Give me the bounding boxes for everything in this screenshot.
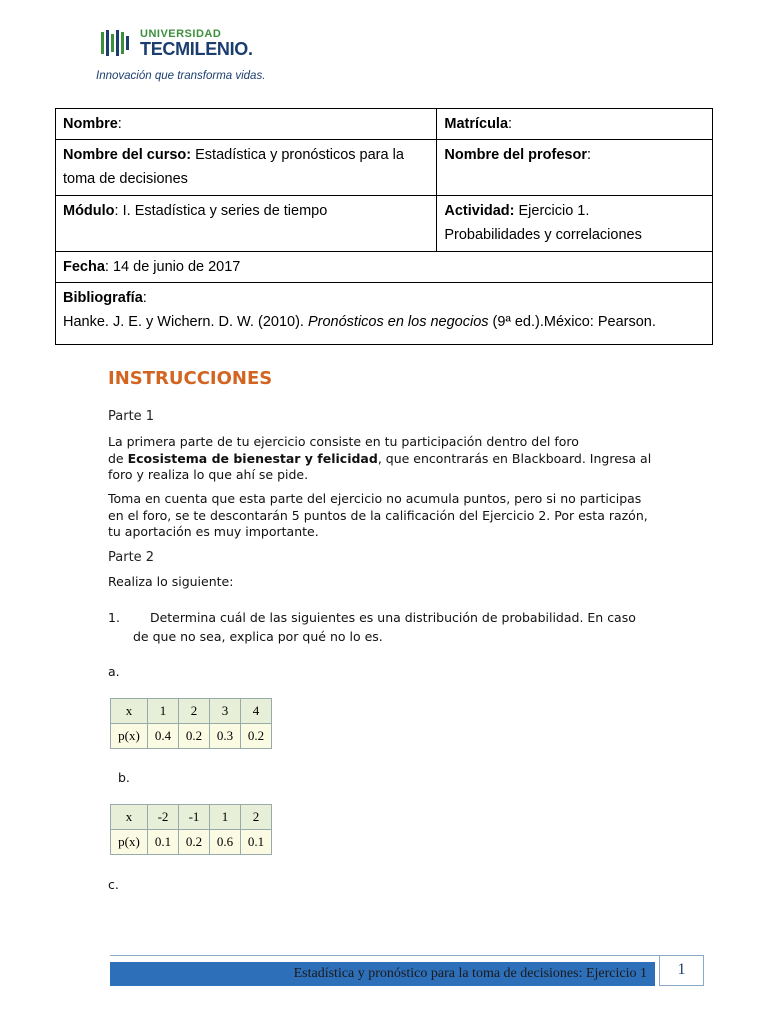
actividad-value-2: Probabilidades y correlaciones [444, 227, 642, 243]
profesor-label: Nombre del profesor [444, 147, 587, 163]
bib-rest: (9ª ed.).México: Pearson. [488, 314, 656, 330]
fecha-value: : 14 de junio de 2017 [104, 259, 241, 275]
label-a: a. [108, 664, 120, 679]
p1-line-a: La primera parte de tu ejercicio consiste en tu participación dentro del foro [108, 434, 579, 449]
actividad-cell [437, 196, 713, 252]
question-number: 1. [108, 610, 120, 625]
actividad-label: Actividad: [444, 203, 515, 219]
question-1-line-b: de que no sea, explica por qué no lo es. [133, 628, 383, 644]
logo-line1: UNIVERSIDAD [140, 28, 222, 40]
table-cell: -1 [179, 805, 210, 830]
question-1 [108, 610, 668, 645]
p1-line-c: foro y realiza lo que ahí se pide. [108, 467, 309, 482]
table-cell: 0.2 [241, 724, 272, 749]
table-a-value-row [111, 724, 272, 749]
question-1-line-a: Determina cuál de las siguientes es una distribución de probabilidad. En caso [149, 610, 636, 625]
table-b-header-row [111, 805, 272, 830]
table-cell: 3 [210, 699, 241, 724]
modulo-cell [56, 196, 437, 252]
p1-line-b [108, 451, 668, 468]
p1-b-post: , que encontrarás en Blackboard. Ingresa al [377, 450, 652, 466]
footer-rule [110, 955, 704, 956]
probability-table-a [110, 698, 272, 749]
bib-title: Pronósticos en los negocios [307, 314, 489, 330]
table-cell: 1 [148, 699, 179, 724]
p1-b-pre: de [108, 450, 128, 466]
logo-line2: TECMILENIO. [140, 39, 253, 59]
p2-line-c: tu aportación es muy importante. [108, 524, 319, 539]
table-cell: 2 [241, 805, 272, 830]
parte1-note [108, 491, 668, 541]
modulo-label: Módulo [63, 203, 115, 219]
matricula-cell: Matrícula: [437, 109, 713, 140]
parte1-heading: Parte 1 [108, 409, 155, 424]
curso-label: Nombre del curso: [63, 147, 192, 163]
table-a-header-row [111, 699, 272, 724]
probability-table-b [110, 804, 272, 855]
table-cell: 0.2 [179, 724, 210, 749]
table-cell: 1 [210, 805, 241, 830]
curso-value: Estadística y pronósticos para la toma de decisiones [63, 147, 404, 187]
modulo-value: : I. Estadística y series de tiempo [114, 203, 328, 219]
parte1-paragraph [108, 434, 668, 484]
footer-bar: Estadística y pronóstico para la toma de decisiones: Ejercicio 1 [110, 962, 655, 986]
page-number: 1 [659, 955, 704, 986]
instructions-heading: INSTRUCCIONES [108, 368, 273, 389]
table-cell: 0.1 [241, 830, 272, 855]
curso-cell [56, 140, 437, 196]
table-cell: x [111, 699, 148, 724]
forum-name: Ecosistema de bienestar y felicidad [127, 450, 378, 466]
table-cell: 0.6 [210, 830, 241, 855]
table-b-value-row [111, 830, 272, 855]
fecha-label: Fecha [63, 259, 105, 275]
p2-line-b: en el foro, se te descontarán 5 puntos de la calificación del Ejercicio 2. Por esta razón, [108, 507, 648, 523]
parte2-heading: Parte 2 [108, 550, 155, 565]
table-cell: x [111, 805, 148, 830]
profesor-cell: Nombre del profesor: [437, 140, 713, 196]
table-cell: p(x) [111, 830, 148, 855]
label-c: c. [108, 877, 119, 892]
logo-mark-icon [100, 28, 136, 58]
realiza-text: Realiza lo siguiente: [108, 574, 234, 589]
table-cell: 2 [179, 699, 210, 724]
table-cell: 4 [241, 699, 272, 724]
p2-line-a: Toma en cuenta que esta parte del ejercicio no acumula puntos, pero si no participas [108, 491, 642, 506]
nombre-cell: Nombre: [56, 109, 437, 140]
fecha-cell [56, 252, 713, 283]
student-info-table [55, 108, 713, 345]
bibliografia-cell: Bibliografía: Hanke. J. E. y Wichern. D. W. (2010). Pronósticos en los negocios (9ª ed.).México: Pearson. [56, 283, 713, 345]
logo-tagline: Innovación que transforma vidas. [96, 70, 266, 82]
label-b: b. [118, 770, 130, 785]
table-cell: 0.2 [179, 830, 210, 855]
nombre-label: Nombre [63, 116, 118, 132]
table-cell: 0.1 [148, 830, 179, 855]
actividad-value: Ejercicio 1. [514, 203, 590, 219]
university-logo [96, 28, 300, 86]
table-cell: 0.3 [210, 724, 241, 749]
table-cell: -2 [148, 805, 179, 830]
bibliografia-label: Bibliografía [63, 290, 143, 306]
table-cell: p(x) [111, 724, 148, 749]
matricula-label: Matrícula [444, 116, 509, 132]
bib-authors: Hanke. J. E. y Wichern. D. W. (2010). [63, 314, 308, 330]
table-cell: 0.4 [148, 724, 179, 749]
